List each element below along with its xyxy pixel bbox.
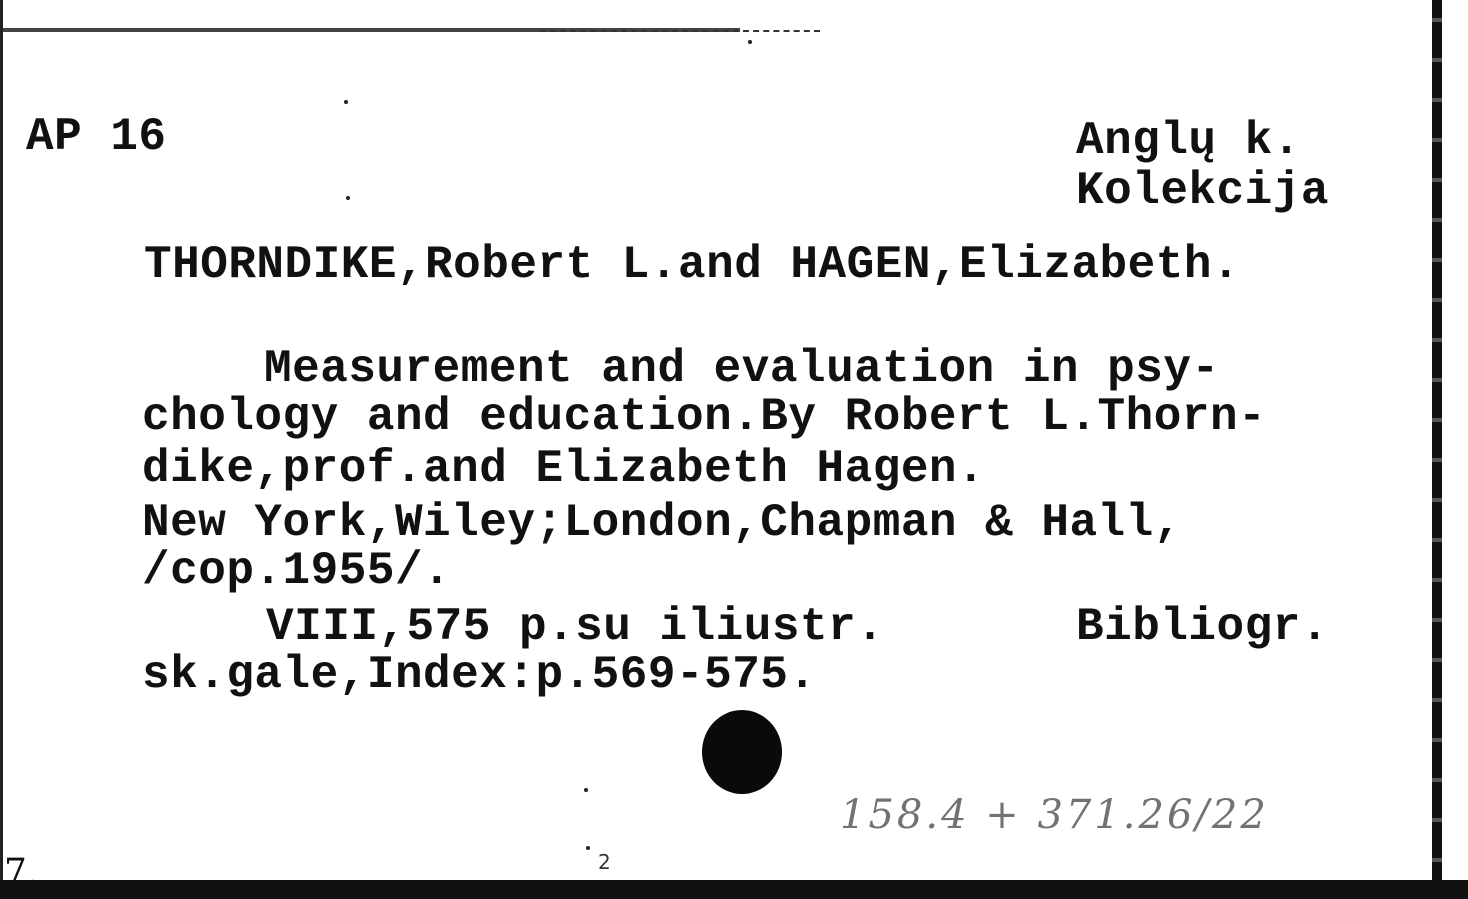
card-bottom-edge bbox=[0, 880, 1468, 899]
call-number: AP 16 bbox=[26, 111, 167, 163]
ink-speck bbox=[584, 788, 588, 792]
collection-language: Anglų k. bbox=[1076, 115, 1301, 167]
card-right-edge bbox=[1432, 0, 1442, 899]
ink-speck bbox=[346, 196, 350, 200]
card-top-dashes bbox=[540, 30, 820, 34]
title-line: dike,prof.and Elizabeth Hagen. bbox=[142, 443, 986, 495]
corner-mark: 7. bbox=[4, 852, 39, 893]
punch-hole bbox=[702, 710, 782, 794]
bottom-mark: 2 bbox=[598, 850, 611, 874]
title-line: Measurement and evaluation in psy- bbox=[264, 343, 1220, 395]
ink-speck bbox=[344, 100, 348, 104]
card-left-edge bbox=[0, 0, 3, 899]
handwritten-classification: 158.4 + 371.26/22 bbox=[840, 792, 1269, 838]
ink-speck bbox=[586, 846, 590, 850]
imprint-line: New York,Wiley;London,Chapman & Hall, bbox=[142, 497, 1182, 549]
collection-label: Kolekcija bbox=[1076, 165, 1329, 217]
title-line: chology and education.By Robert L.Thorn- bbox=[142, 391, 1267, 443]
index-note: sk.gale,Index:p.569-575. bbox=[142, 649, 817, 701]
card-right-margin bbox=[1442, 0, 1468, 899]
author-heading: THORNDIKE,Robert L.and HAGEN,Elizabeth. bbox=[144, 239, 1241, 291]
physical-description: VIII,575 p.su iliustr. bbox=[266, 601, 885, 653]
bibliography-note: Bibliogr. bbox=[1076, 601, 1329, 653]
imprint-date: /cop.1955/. bbox=[142, 545, 452, 597]
ink-speck bbox=[748, 40, 752, 44]
